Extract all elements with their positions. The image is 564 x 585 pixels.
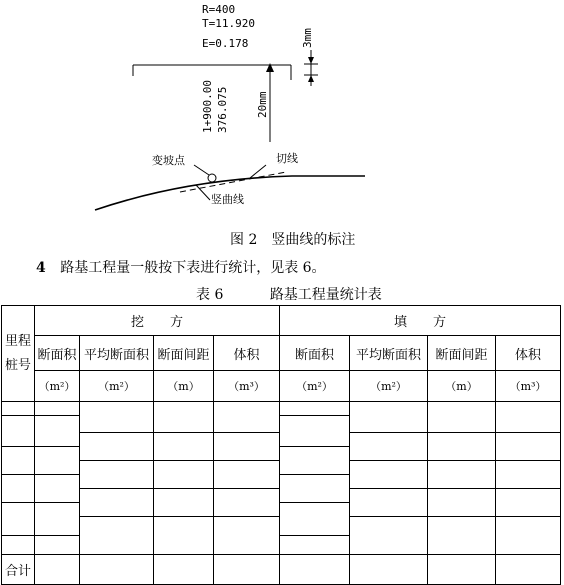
table-cell — [35, 536, 80, 555]
param-t: T=11.920 — [202, 17, 255, 30]
table-title-number: 表 6 — [196, 287, 224, 303]
table-cell — [35, 402, 80, 416]
table-cell — [350, 517, 428, 555]
table-cell — [80, 517, 154, 555]
param-e: E=0.178 — [202, 37, 249, 50]
col-cut-spacing: 断面间距 — [154, 336, 214, 371]
table-cell — [428, 461, 496, 489]
table-cell — [2, 447, 35, 475]
cut-group-header: 挖 方 — [35, 306, 280, 336]
col-fill-area: 断面积 — [280, 336, 350, 371]
table-cell — [154, 402, 214, 433]
table-cell — [2, 402, 35, 416]
paragraph — [36, 257, 326, 277]
table-cell — [428, 517, 496, 555]
vertical-curve-figure — [0, 0, 564, 225]
stake-header — [2, 306, 35, 402]
table-cell — [350, 402, 428, 433]
table-cell — [214, 433, 280, 461]
total-cell — [154, 555, 214, 585]
table-cell — [350, 433, 428, 461]
table-cell — [35, 503, 80, 536]
grade-change-point-icon — [208, 174, 216, 182]
table-cell — [35, 416, 80, 447]
table-cell — [214, 461, 280, 489]
table-cell — [80, 489, 154, 517]
table-cell — [35, 447, 80, 475]
unit-fill-area: （m²） — [280, 371, 350, 402]
col-cut-volume: 体积 — [214, 336, 280, 371]
unit-cut-spacing: （m） — [154, 371, 214, 402]
table-cell — [280, 475, 350, 503]
table-cell — [214, 489, 280, 517]
total-cell — [496, 555, 561, 585]
figure-caption: 图 2 竖曲线的标注 — [230, 232, 356, 248]
table-cell — [280, 503, 350, 536]
table-cell — [154, 433, 214, 461]
table-cell — [428, 402, 496, 433]
table-cell — [80, 461, 154, 489]
table-cell — [2, 536, 35, 555]
table-cell — [280, 416, 350, 447]
col-cut-avg-area: 平均断面积 — [80, 336, 154, 371]
table-cell — [496, 461, 561, 489]
col-fill-spacing: 断面间距 — [428, 336, 496, 371]
table-cell — [2, 416, 35, 447]
total-label: 合计 — [2, 555, 35, 585]
table-cell — [496, 402, 561, 433]
table-cell — [496, 433, 561, 461]
table-title — [196, 284, 382, 304]
paragraph-number: 4 — [36, 260, 46, 276]
table-cell — [214, 402, 280, 433]
unit-fill-avg-area: （m²） — [350, 371, 428, 402]
param-r: R=400 — [202, 3, 236, 16]
paragraph-text: 路基工程量一般按下表进行统计，见表 6。 — [60, 260, 326, 276]
table-cell — [154, 517, 214, 555]
table-cell — [154, 489, 214, 517]
arrow-down-icon — [308, 57, 314, 64]
total-cell — [350, 555, 428, 585]
arrow-up-icon — [308, 75, 314, 82]
unit-fill-spacing: （m） — [428, 371, 496, 402]
unit-cut-area: （m²） — [35, 371, 80, 402]
stake-header-line2: 桩号 — [5, 357, 32, 373]
fill-group-header: 填 方 — [280, 306, 561, 336]
col-fill-avg-area: 平均断面积 — [350, 336, 428, 371]
total-cell — [428, 555, 496, 585]
table-cell — [154, 461, 214, 489]
table-cell — [35, 475, 80, 503]
total-cell — [80, 555, 154, 585]
table-cell — [80, 433, 154, 461]
tangent-label: 切线 — [276, 152, 298, 165]
table-cell — [2, 475, 35, 503]
table-cell — [280, 447, 350, 475]
dim-3mm-label: 3mm — [301, 28, 314, 48]
earthwork-statistics-table — [1, 305, 561, 585]
unit-cut-volume: （m³） — [214, 371, 280, 402]
table-cell — [350, 461, 428, 489]
total-cell — [35, 555, 80, 585]
table-cell — [2, 503, 35, 536]
vertical-curve-label: 竖曲线 — [211, 193, 244, 206]
dim-20mm-label: 20mm — [256, 91, 269, 118]
table-cell — [80, 402, 154, 433]
table-cell — [428, 489, 496, 517]
stake-header-line1: 里程 — [5, 333, 32, 349]
col-cut-area: 断面积 — [35, 336, 80, 371]
total-cell — [214, 555, 280, 585]
arrow-up-icon — [266, 63, 274, 72]
table-cell — [496, 489, 561, 517]
table-cell — [280, 402, 350, 416]
table-cell — [350, 489, 428, 517]
table-cell — [280, 536, 350, 555]
col-fill-volume: 体积 — [496, 336, 561, 371]
grade-change-point-label: 变坡点 — [152, 154, 185, 167]
table-title-text: 路基工程量统计表 — [269, 287, 382, 303]
table-cell — [428, 433, 496, 461]
elevation-label: 376.075 — [216, 86, 229, 133]
tangent-line — [180, 172, 286, 192]
unit-fill-volume: （m³） — [496, 371, 561, 402]
unit-cut-avg-area: （m²） — [80, 371, 154, 402]
table-cell — [214, 517, 280, 555]
station-label: 1+900.00 — [201, 80, 214, 133]
table-cell — [496, 517, 561, 555]
total-cell — [280, 555, 350, 585]
